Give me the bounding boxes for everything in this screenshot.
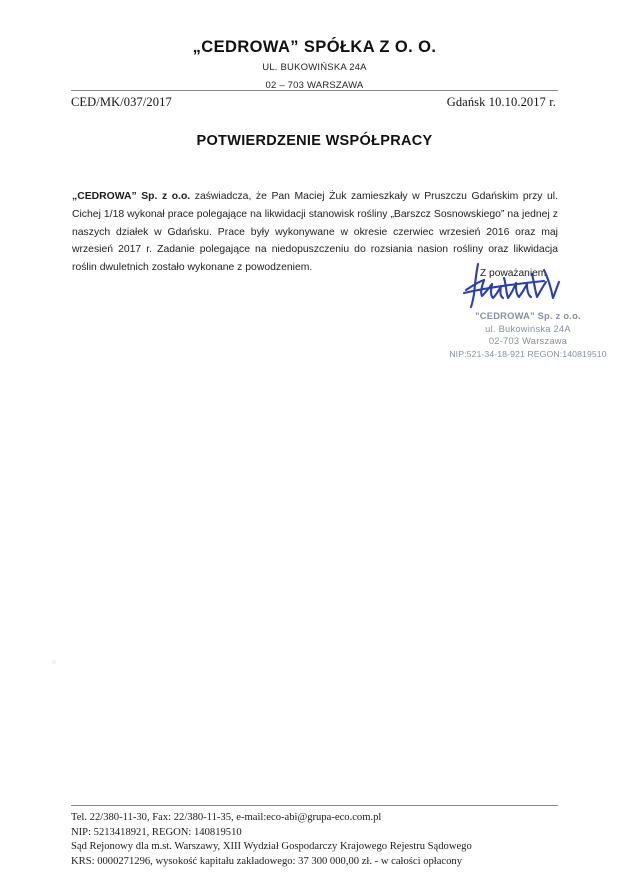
footer-contact: Tel. 22/380-11-30, Fax: 22/380-11-35, e-mail:eco-abi@grupa-eco.com.pl bbox=[71, 812, 382, 823]
footer-krs-capital: KRS: 0000271296, wysokość kapitału zakładowego: 37 300 000,00 zł. - w całości opłacony bbox=[71, 855, 463, 867]
stamp-line-company: "CEDROWA" Sp. z o.o. bbox=[475, 311, 581, 321]
footer bbox=[71, 811, 569, 869]
body-lead-company: „CEDROWA” Sp. z o.o. bbox=[72, 191, 191, 203]
footer-nip-regon: NIP: 5213418921, REGON: 140819510 bbox=[71, 826, 242, 838]
reference-number: CED/MK/037/2017 bbox=[71, 95, 172, 109]
company-address-line-1: UL. BUKOWIŃSKA 24A bbox=[262, 61, 367, 73]
footer-divider bbox=[71, 805, 558, 806]
letterhead bbox=[0, 38, 629, 93]
stamp-line-street: ul. Bukowińska 24A bbox=[485, 323, 571, 334]
body-paragraph bbox=[72, 188, 558, 276]
reference-row bbox=[71, 95, 558, 110]
place-and-date: Gdańsk 10.10.2017 r. bbox=[446, 95, 556, 109]
company-stamp bbox=[438, 310, 618, 360]
company-address-line-2: 02 – 703 WARSZAWA bbox=[265, 79, 364, 91]
stamp-line-nip-regon: NIP:521-34-18-921 REGON:140819510 bbox=[449, 348, 607, 359]
signature-block bbox=[430, 268, 615, 359]
document-title: POTWIERDZENIE WSPÓŁPRACY bbox=[196, 133, 433, 149]
scan-artifact bbox=[52, 660, 56, 664]
body-main-text: zaświadcza, że Pan Maciej Żuk zamieszkały w Pruszczu Gdańskim przy ul. Cichej 1/18 wykonał prace polegające na likwidacji stanowisk rośliny „Barszcz Sosnowskiego” na jednej z naszych działek w Gdańsku. Prace były wykonywane w okresie czerwiec wrzesień 2016 oraz maj wrzesień 2017 r. Zadanie polegające na niedopuszczeniu do rozsiania nasion rośliny oraz likwidacja roślin dwuletnich zostało wykonane z powodzeniem. bbox=[72, 191, 559, 273]
company-name: „CEDROWA” SPÓŁKA Z O. O. bbox=[192, 38, 437, 56]
footer-court: Sąd Rejonowy dla m.st. Warszawy, XIII Wydział Gospodarczy Krajowego Rejestru Sądowego bbox=[71, 841, 472, 853]
header-divider bbox=[71, 90, 558, 91]
regards-text: Z poważaniem bbox=[480, 268, 547, 279]
stamp-line-city: 02-703 Warszawa bbox=[488, 336, 568, 347]
